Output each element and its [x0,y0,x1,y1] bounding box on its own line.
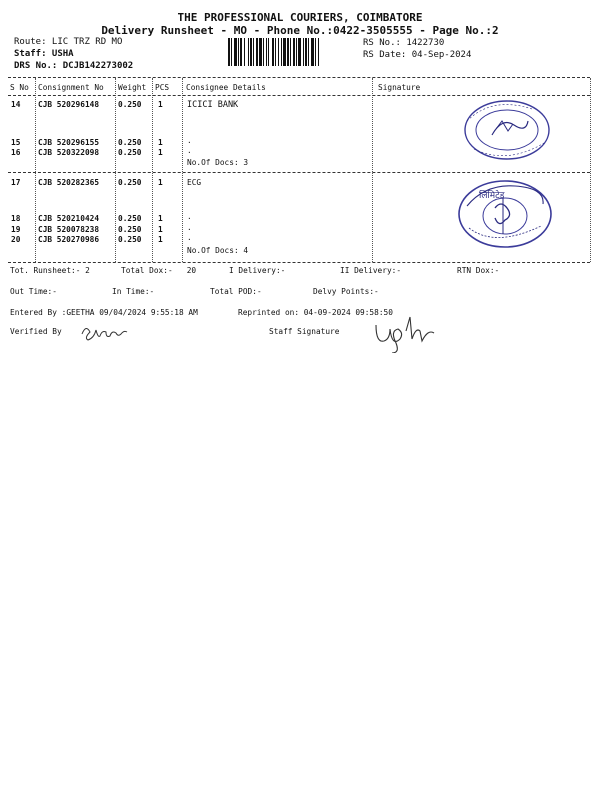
rs-date: RS Date: 04-Sep-2024 [363,50,472,60]
row-weight: 0.250 [118,100,142,109]
row-pcs: 1 [158,214,163,223]
col-header-consignment: Consignment No [38,83,104,92]
row-consignee: . [187,233,192,242]
col-divider [182,78,183,262]
row-consignment-no: CJB 520282365 [38,178,100,187]
row-sno: 15 [11,138,21,147]
company-seal-stamp [455,178,555,250]
i-delivery: I Delivery:- [229,266,286,275]
row-pcs: 1 [158,225,163,234]
row-pcs: 1 [158,100,163,109]
row-weight: 0.250 [118,214,142,223]
row-pcs: 1 [158,138,163,147]
total-pod: Total POD:- [210,287,262,296]
col-header-pcs: PCS [155,83,170,92]
row-pcs: 1 [158,178,163,187]
seal-text: लिमिटेड [479,191,505,201]
row-weight: 0.250 [118,235,142,244]
row-pcs: 1 [158,148,163,157]
col-header-signature: Signature [378,83,421,92]
table-top-rule [8,77,590,78]
row-consignment-no: CJB 520296148 [38,100,100,109]
row-consignee: ICICI BANK [187,100,239,110]
total-runsheet: Tot. Runsheet:- 2 [10,266,90,275]
col-header-sno: S No [10,83,29,92]
docs-count: No.Of Docs: 4 [187,246,249,255]
row-consignee: . [187,136,192,145]
out-time: Out Time:- [10,287,57,296]
total-dox: Total Dox:- 20 [121,266,197,275]
col-header-weight: Weight [118,83,147,92]
row-consignee: . [187,223,192,232]
barcode-image [228,38,358,66]
verifier-signature [78,320,138,342]
rs-number: RS No.: 1422730 [363,38,445,48]
row-consignment-no: CJB 520078238 [38,225,100,234]
row-consignee: ECG [187,178,202,187]
col-divider [590,78,591,262]
runsheet-title: Delivery Runsheet - MO - Phone No.:0422-3505555 - Page No.:2 [101,24,499,37]
delvy-points: Delvy Points:- [313,287,379,296]
col-divider [152,78,153,262]
col-divider [35,78,36,262]
row-consignee: . [187,146,192,155]
row-weight: 0.250 [118,178,142,187]
reprinted-on: Reprinted on: 04-09-2024 09:58:50 [238,308,393,317]
col-header-consignee: Consignee Details [186,83,266,92]
row-weight: 0.250 [118,138,142,147]
row-consignment-no: CJB 520296155 [38,138,100,147]
in-time: In Time:- [112,287,155,296]
row-pcs: 1 [158,235,163,244]
row-weight: 0.250 [118,225,142,234]
row-consignee: . [187,212,192,221]
table-bottom-rule [8,262,590,263]
company-name: THE PROFESSIONAL COURIERS, COIMBATORE [177,11,423,24]
route-text: Route: LIC TRZ RD MO [14,37,123,47]
row-weight: 0.250 [118,148,142,157]
row-sno: 14 [11,100,21,109]
ii-delivery: II Delivery:- [340,266,402,275]
row-sno: 18 [11,214,21,223]
group-divider-rule [8,172,590,173]
table-header-rule [8,95,590,96]
col-divider [115,78,116,262]
docs-count: No.Of Docs: 3 [187,158,249,167]
drs-number: DRS No.: DCJB142273002 [14,61,134,71]
row-sno: 17 [11,178,21,187]
row-sno: 16 [11,148,21,157]
staff-signature [370,313,440,353]
icici-bank-stamp [462,99,552,161]
row-sno: 19 [11,225,21,234]
rtn-dox: RTN Dox:- [457,266,500,275]
row-consignment-no: CJB 520210424 [38,214,100,223]
entered-by: Entered By :GEETHA 09/04/2024 9:55:18 AM [10,308,198,317]
staff-signature-label: Staff Signature [269,327,340,336]
verified-by-label: Verified By [10,327,62,336]
col-divider [372,78,373,262]
row-consignment-no: CJB 520270986 [38,235,100,244]
staff-text: Staff: USHA [14,49,74,59]
row-sno: 20 [11,235,21,244]
row-consignment-no: CJB 520322098 [38,148,100,157]
